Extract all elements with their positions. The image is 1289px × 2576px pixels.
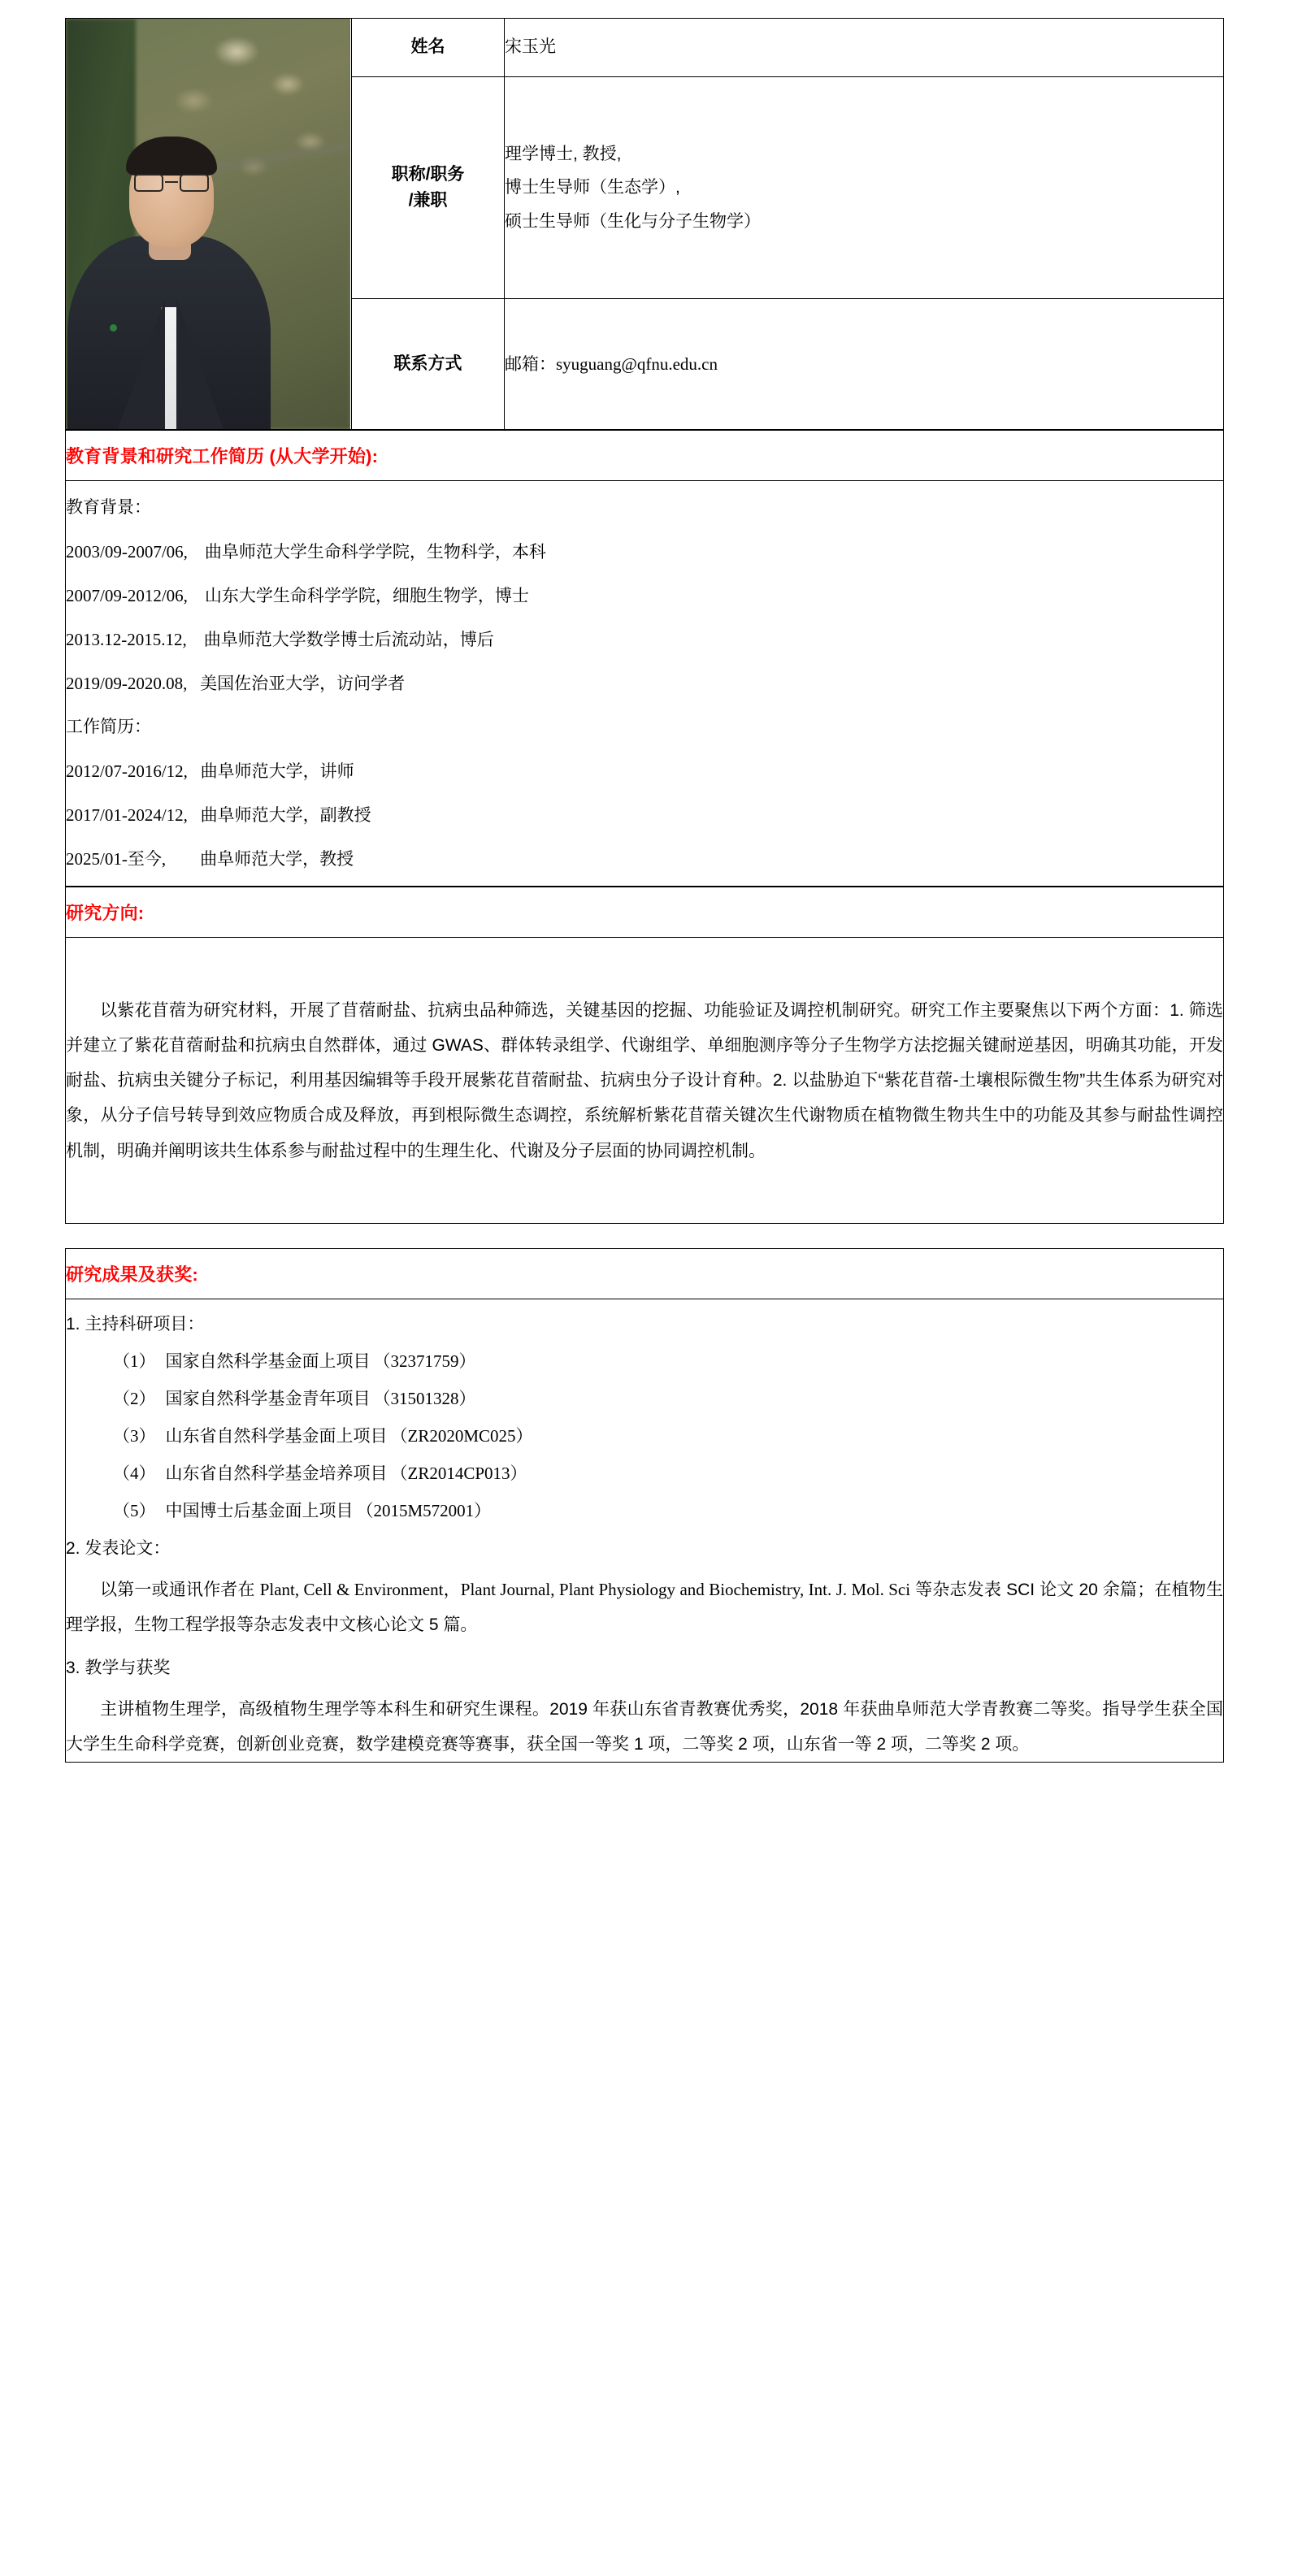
project-code: （32371759） bbox=[373, 1351, 476, 1372]
profile-table bbox=[65, 18, 1224, 430]
label-name: 姓名 bbox=[352, 19, 505, 77]
project-code: （ZR2020MC025） bbox=[390, 1426, 533, 1446]
glasses-icon bbox=[132, 174, 210, 192]
project-name: 中国博士后基金面上项目 bbox=[165, 1502, 354, 1521]
research-body-row bbox=[66, 938, 1224, 1224]
project-item bbox=[113, 1498, 1223, 1522]
research-table bbox=[65, 887, 1224, 1224]
research-heading-cell bbox=[66, 887, 1224, 938]
title-line-1: 理学博士, 教授, bbox=[505, 144, 622, 163]
projects-label: 1. 主持科研项目： bbox=[66, 1315, 205, 1334]
value-contact bbox=[505, 299, 1224, 430]
education-heading: 教育背景和研究工作简历 (从大学开始): bbox=[66, 446, 379, 466]
section-spacer bbox=[65, 1224, 1224, 1248]
value-title bbox=[505, 77, 1224, 299]
project-code: （2015M572001） bbox=[356, 1501, 492, 1521]
education-table bbox=[65, 430, 1224, 887]
title-line-2: 博士生导师（生态学）, bbox=[505, 178, 680, 197]
achievements-heading-row bbox=[66, 1249, 1224, 1299]
project-index: （4） bbox=[113, 1464, 156, 1484]
project-item bbox=[113, 1386, 1223, 1410]
email-text: 邮箱：syuguang@qfnu.edu.cn bbox=[505, 353, 718, 374]
education-heading-cell bbox=[66, 431, 1224, 481]
work-item: 2025/01-至今, 曲阜师范大学，教授 bbox=[66, 848, 354, 869]
project-name: 国家自然科学基金青年项目 bbox=[165, 1390, 371, 1409]
papers-paragraph bbox=[66, 1572, 1223, 1642]
achievements-heading: 研究成果及获奖: bbox=[66, 1264, 198, 1286]
teaching-label: 3. 教学与获奖 bbox=[66, 1658, 171, 1677]
education-body-cell bbox=[66, 481, 1224, 887]
name-text: 宋玉光 bbox=[505, 37, 556, 57]
education-heading-row bbox=[66, 431, 1224, 481]
papers-text-cn1: 以第一或通讯作者在 bbox=[100, 1581, 260, 1600]
project-item bbox=[113, 1423, 1223, 1447]
education-body-row bbox=[66, 481, 1224, 887]
work-item: 2017/01-2024/12, 曲阜师范大学，副教授 bbox=[66, 804, 371, 825]
label-title-sub: /兼职 bbox=[408, 191, 448, 210]
research-body-cell bbox=[66, 938, 1224, 1224]
title-line-3: 硕士生导师（生化与分子生物学） bbox=[505, 211, 761, 231]
project-code: （31501328） bbox=[373, 1389, 476, 1409]
label-title bbox=[352, 77, 505, 299]
photo-lapel-pin bbox=[110, 324, 117, 332]
education-item: 2019/09-2020.08, 美国佐治亚大学，访问学者 bbox=[66, 673, 406, 693]
papers-label: 2. 发表论文： bbox=[66, 1539, 171, 1559]
portrait-photo-cell bbox=[66, 19, 352, 430]
project-index: （1） bbox=[113, 1351, 156, 1372]
research-heading-row bbox=[66, 887, 1224, 938]
label-contact: 联系方式 bbox=[352, 299, 505, 430]
education-item: 2007/09-2012/06, 山东大学生命科学学院，细胞生物学，博士 bbox=[66, 585, 529, 605]
work-item: 2012/07-2016/12, 曲阜师范大学，讲师 bbox=[66, 761, 354, 781]
value-name bbox=[505, 19, 1224, 77]
papers-text-cn2: 等杂志发表 SCI 论文 20 余篇；在植物生理学报，生物工程学报等杂志发表中文核心论文 5 篇。 bbox=[66, 1581, 1223, 1635]
project-item bbox=[113, 1460, 1223, 1485]
education-item: 2003/09-2007/06, 曲阜师范大学生命科学学院，生物科学，本科 bbox=[66, 541, 546, 562]
research-heading: 研究方向: bbox=[66, 903, 145, 924]
achievements-table bbox=[65, 1248, 1224, 1762]
achievements-body-row bbox=[66, 1299, 1224, 1762]
project-index: （2） bbox=[113, 1389, 156, 1409]
project-name: 国家自然科学基金面上项目 bbox=[165, 1352, 371, 1372]
research-paragraph: 以紫花苜蓿为研究材料，开展了苜蓿耐盐、抗病虫品种筛选，关键基因的挖掘、功能验证及调控机制研究。研究工作主要聚焦以下两个方面：1. 筛选并建立了紫花苜蓿耐盐和抗病虫自然群体，通过 GWAS、群体转录组学、代谢组学、单细胞测序等分子生物学方法挖掘关键耐逆基因，明确其功能，开发耐盐、抗病虫关键分子标记，利用基因编辑等手段开展紫花苜蓿耐盐、抗病虫分子设计育种。2. 以盐胁迫下“紫花苜蓿-土壤根际微生物”共生体系为研究对象，从分子信号转导到效应物质合成及释放，再到根际微生态调控，系统解析紫花苜蓿关键次生代谢物质在植物微生物共生中的功能及其参与耐盐性调控机制，明确并阐明该共生体系参与耐盐过程中的生理生化、代谢及分子层面的协同调控机制。 bbox=[66, 1001, 1223, 1160]
project-item bbox=[113, 1348, 1223, 1373]
project-index: （5） bbox=[113, 1501, 156, 1521]
achievements-body-cell bbox=[66, 1299, 1224, 1762]
papers-journals: Plant, Cell & Environment，Plant Journal, Plant Physiology and Biochemistry, Int. J. Mol. Sci bbox=[259, 1580, 911, 1600]
photo-figure bbox=[67, 161, 279, 429]
project-name: 山东省自然科学基金面上项目 bbox=[165, 1427, 388, 1446]
label-title-main: 职称/职务 bbox=[391, 164, 465, 184]
work-label: 工作简历： bbox=[66, 717, 151, 736]
table-row-name bbox=[66, 19, 1224, 77]
project-code: （ZR2014CP013） bbox=[390, 1464, 527, 1484]
education-label: 教育背景： bbox=[66, 498, 151, 517]
project-name: 山东省自然科学基金培养项目 bbox=[165, 1464, 388, 1484]
education-item: 2013.12-2015.12, 曲阜师范大学数学博士后流动站，博后 bbox=[66, 629, 494, 649]
teaching-paragraph: 主讲植物生理学，高级植物生理学等本科生和研究生课程。2019 年获山东省青教赛优秀奖，2018 年获曲阜师范大学青教赛二等奖。指导学生获全国大学生生命科学竞赛，创新创业竞赛，数学建模竞赛等赛事，获全国一等奖 1 项，二等奖 2 项，山东省一等 2 项，二等奖 2 项。 bbox=[66, 1699, 1223, 1754]
portrait-photo bbox=[66, 19, 350, 429]
project-index: （3） bbox=[113, 1426, 156, 1446]
achievements-heading-cell bbox=[66, 1249, 1224, 1299]
